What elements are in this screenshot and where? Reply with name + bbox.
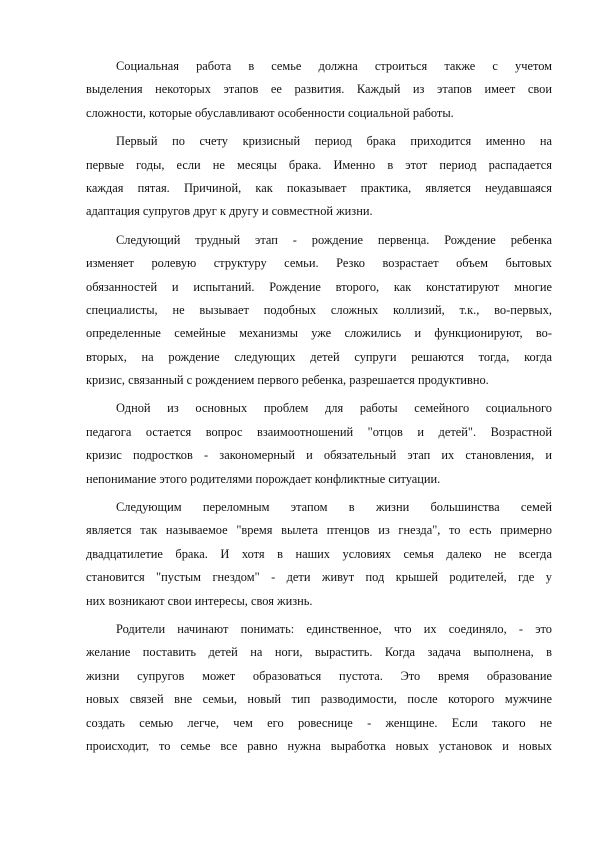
text-line: сложности, которые обуславливают особенности социальной работы.: [86, 105, 454, 120]
text-line: кризис, связанный с рождением первого ребенка, разрешается продуктивно.: [86, 373, 489, 388]
text-line: каждая пятая. Причиной, как показывает практика, является неудавшаяся: [86, 180, 552, 195]
paragraph-5: [86, 496, 552, 613]
text-line: непонимание этого родителями порождает конфликтные ситуации.: [86, 471, 441, 486]
text-line: желание поставить детей на ноги, вырастить. Когда задача выполнена, в: [86, 645, 552, 660]
text-line: обязанностей и испытаний. Рождение второго, как констатируют многие: [86, 279, 552, 294]
text-line: изменяет ролевую структуру семьи. Резко возрастает объем бытовых: [86, 256, 552, 271]
text-line: Следующим переломным этапом в жизни большинства семей: [116, 500, 552, 515]
paragraph-1: [86, 55, 552, 125]
text-line: новых связей вне семьи, новый тип разводимости, после которого мужчине: [86, 692, 552, 707]
body-text: [86, 55, 552, 758]
paragraph-4: [86, 397, 552, 491]
text-line: становится "пустым гнездом" - дети живут под крышей родителей, где у: [86, 570, 552, 585]
text-line: вторых, на рождение следующих детей супруги решаются тогда, когда: [86, 349, 552, 364]
text-line: специалисты, не вызывает подобных сложных коллизий, т.к., во-первых,: [86, 302, 552, 317]
text-line: кризис подростков - закономерный и обязательный этап их становления, и: [86, 448, 552, 463]
paragraph-2: [86, 130, 552, 224]
text-line: выделения некоторых этапов ее развития. Каждый из этапов имеет свои: [86, 82, 552, 97]
text-line: происходит, то семье все равно нужна выработка новых установок и новых: [86, 738, 552, 753]
paragraph-3: [86, 229, 552, 393]
text-line: определенные семейные механизмы уже сложились и функционируют, во-: [86, 326, 552, 341]
text-line: является так называемое "время вылета птенцов из гнезда", то есть примерно: [86, 523, 552, 538]
text-line: Родители начинают понимать: единственное, что их соединяло, - это: [116, 621, 552, 636]
text-line: адаптация супругов друг к другу и совместной жизни.: [86, 204, 373, 219]
text-line: Следующий трудный этап - рождение первенца. Рождение ребенка: [116, 232, 552, 247]
text-line: двадцатилетие брака. И хотя в наших условиях семья далеко не всегда: [86, 546, 552, 561]
text-line: педагога остается вопрос взаимоотношений "отцов и детей". Возрастной: [86, 424, 552, 439]
text-line: первые годы, если не месяцы брака. Именно в этот период распадается: [86, 157, 552, 172]
paragraph-6: [86, 618, 552, 758]
text-line: создать семью легче, чем его ровеснице - женщине. Если такого не: [86, 715, 552, 730]
text-line: жизни супругов может образоваться пустота. Это время образование: [86, 668, 552, 683]
text-line: Первый по счету кризисный период брака приходится именно на: [116, 134, 552, 149]
text-line: них возникают свои интересы, своя жизнь.: [86, 593, 313, 608]
text-line: Одной из основных проблем для работы семейного социального: [116, 401, 552, 416]
text-line: Социальная работа в семье должна строиться также с учетом: [116, 59, 552, 73]
